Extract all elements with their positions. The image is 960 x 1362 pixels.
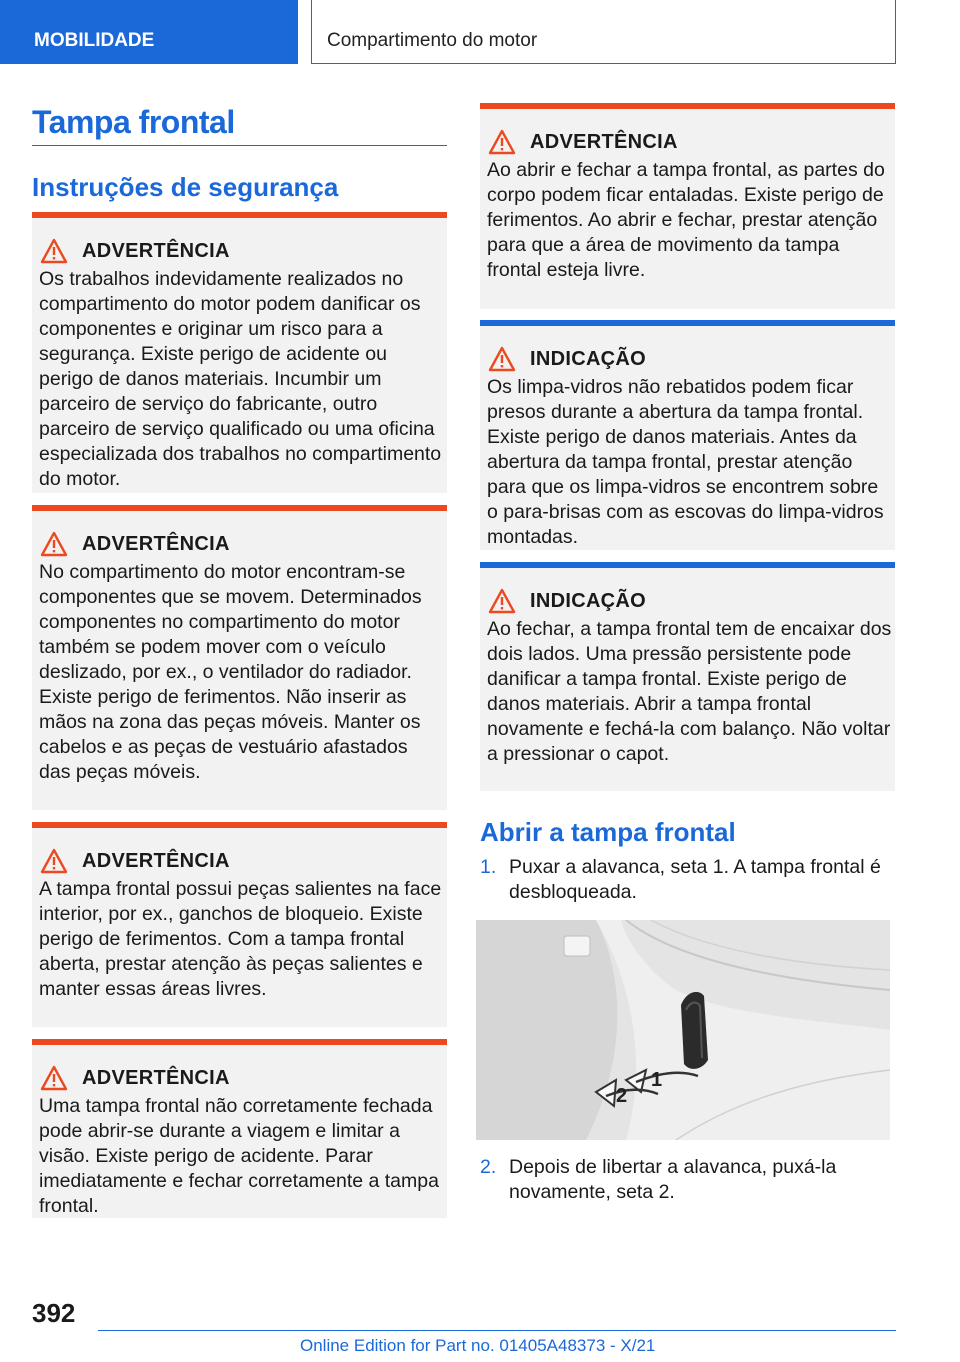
open-heading: Abrir a tampa frontal (480, 817, 736, 847)
footer-rule (98, 1330, 896, 1331)
warning-text: No compartimento do motor encontram-se componentes que se movem. Determinados componentes no compartimento do motor também se podem mover com o veículo deslizado, por ex., o ventilador do radiador. Existe perigo de ferimentos. Não inserir as mãos na zona das peças móveis. Manter os cabelos e as peças de vestuário afastados das peças móveis. (39, 561, 422, 783)
warning-triangle-icon (40, 531, 68, 557)
arrow-label-2: 2 (616, 1085, 628, 1107)
note-label: INDICAÇÃO (530, 347, 647, 370)
warning-label: ADVERTÊNCIA (82, 1066, 230, 1089)
topic-tab: Compartimento do motor (311, 0, 896, 64)
title-rule (32, 145, 447, 146)
arrow-label-1: 1 (651, 1069, 663, 1091)
warning-label: ADVERTÊNCIA (82, 239, 230, 262)
warning-label: ADVERTÊNCIA (82, 532, 230, 555)
hood-lever-illustration (476, 920, 890, 1140)
note-text: Os limpa-vidros não rebatidos podem ficar presos durante a abertura da tampa frontal. Existe perigo de danos materiais. Antes da abertura da tampa frontal, prestar atenção para que os limpa-vidros se encontrem sobre o para-brisas com as escovas do limpa-vidros montadas. (487, 376, 884, 548)
warning-box (32, 505, 447, 810)
warning-triangle-icon (488, 129, 516, 155)
warning-triangle-icon (40, 848, 68, 874)
warning-box (32, 1039, 447, 1218)
warning-triangle-icon (488, 588, 516, 614)
warning-text: A tampa frontal possui peças salientes na face interior, por ex., ganchos de bloqueio. Existe perigo de ferimentos. Com a tampa frontal aberta, prestar atenção às peças salientes e manter essas áreas livres. (39, 878, 442, 1000)
step-number: 2. (480, 1156, 497, 1178)
warning-triangle-icon (40, 1065, 68, 1091)
note-label: INDICAÇÃO (530, 589, 647, 612)
footer-edition: Online Edition for Part no. 01405A48373 - X/21 (300, 1336, 656, 1355)
warning-label: ADVERTÊNCIA (530, 130, 678, 153)
hood-lever-figure (476, 920, 890, 1140)
warning-box (480, 103, 895, 309)
safety-heading: Instruções de segurança (32, 172, 339, 202)
step-text: Depois de libertar a alavanca, puxá-la novamente, seta 2. (509, 1156, 837, 1203)
warning-text: Uma tampa frontal não corretamente fechada pode abrir-se durante a viagem e limitar a visão. Existe perigo de acidente. Parar imediatamente e fechar corretamente a tampa frontal. (39, 1095, 439, 1217)
step-number: 1. (480, 856, 497, 878)
warning-label: ADVERTÊNCIA (82, 849, 230, 872)
page-title: Tampa frontal (32, 104, 235, 140)
warning-text: Ao abrir e fechar a tampa frontal, as partes do corpo podem ficar entaladas. Existe perigo de ferimentos. Ao abrir e fechar, prestar atenção para que a área de movimento da tampa frontal esteja livre. (487, 159, 885, 281)
warning-box (32, 212, 447, 493)
warning-triangle-icon (40, 238, 68, 264)
note-text: Ao fechar, a tampa frontal tem de encaixar dos dois lados. Uma pressão persistente pode danificar a tampa frontal. Existe perigo de danos materiais. Abrir a tampa frontal novamente e fechá-la com balanço. Não voltar a pressionar o capot. (487, 618, 892, 765)
warning-triangle-icon (488, 346, 516, 372)
note-box (480, 320, 895, 550)
step-text: Puxar a alavanca, seta 1. A tampa frontal é desbloqueada. (509, 856, 881, 903)
note-box (480, 562, 895, 791)
page-number: 392 (32, 1298, 76, 1328)
warning-box (32, 822, 447, 1027)
section-tab: MOBILIDADE (0, 0, 298, 64)
warning-text: Os trabalhos indevidamente realizados no compartimento do motor podem danificar os componentes e originar um risco para a segurança. Existe perigo de acidente ou perigo de danos materiais. Incumbir um parceiro de serviço do fabricante, outro parceiro de serviço qualificado ou uma oficina especializada dos trabalhos no compartimento do motor. (39, 268, 442, 490)
